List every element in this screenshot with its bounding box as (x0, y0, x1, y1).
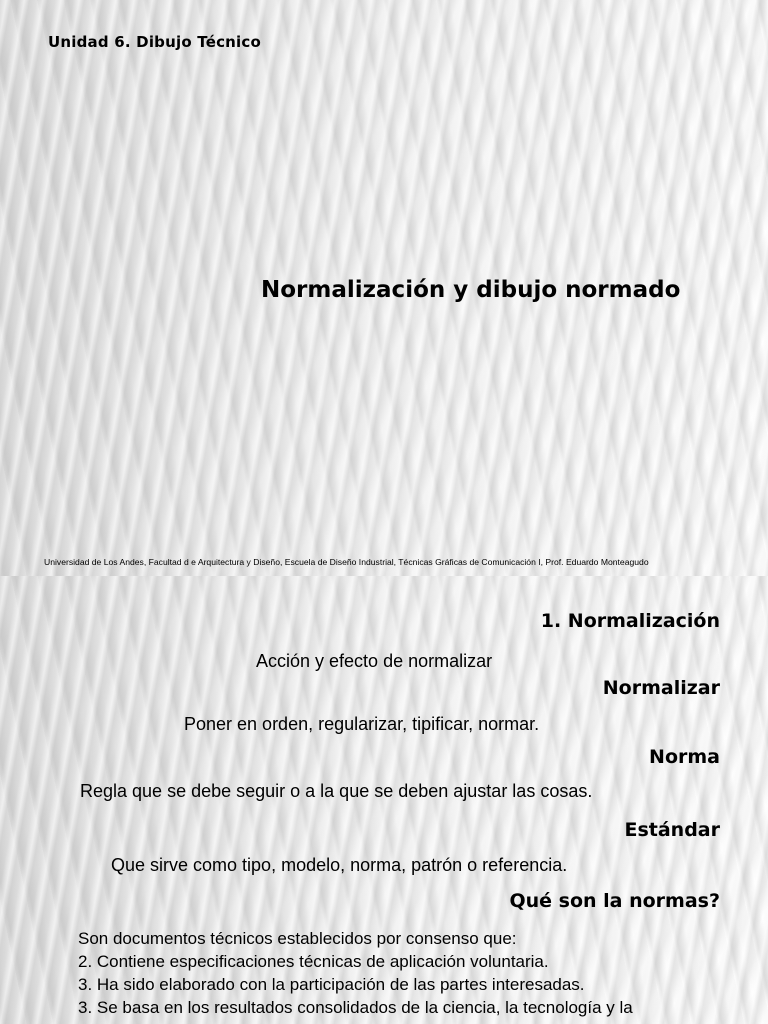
definition-normalizacion: Acción y efecto de normalizar (256, 651, 493, 671)
unit-label: Unidad 6. Dibujo Técnico (48, 33, 261, 51)
section-heading: 1. Normalización (540, 610, 720, 632)
list-intro: Son documentos técnicos establecidos por consenso que: (78, 929, 517, 948)
definition-normalizar: Poner en orden, regularizar, tipificar, normar. (184, 714, 540, 734)
list-item: 3. Ha sido elaborado con la participación de las partes interesadas. (78, 975, 585, 994)
list-item: 3. Se basa en los resultados consolidados de la ciencia, la tecnología y la (78, 998, 633, 1017)
definition-norma: Regla que se debe seguir o a la que se deben ajustar las cosas. (80, 781, 593, 801)
definition-estandar: Que sirve como tipo, modelo, norma, patrón o referencia. (111, 855, 568, 875)
slide-title-text: Normalización y dibujo normado (261, 277, 681, 303)
list-item: 2. Contiene especificaciones técnicas de aplicación voluntaria. (78, 952, 549, 971)
term-estandar: Estándar (624, 819, 720, 841)
norms-list (78, 927, 633, 1019)
term-norma: Norma (649, 746, 720, 768)
term-normalizar: Normalizar (602, 677, 720, 699)
slide-normalizacion (0, 576, 768, 1024)
question-heading: Qué son la normas? (509, 890, 720, 912)
slide-footer: Universidad de Los Andes, Facultad d e Arquitectura y Diseño, Escuela de Diseño Industrial, Técnicas Gráficas de Comunicación I, Prof. Eduardo Monteagudo (44, 557, 649, 567)
